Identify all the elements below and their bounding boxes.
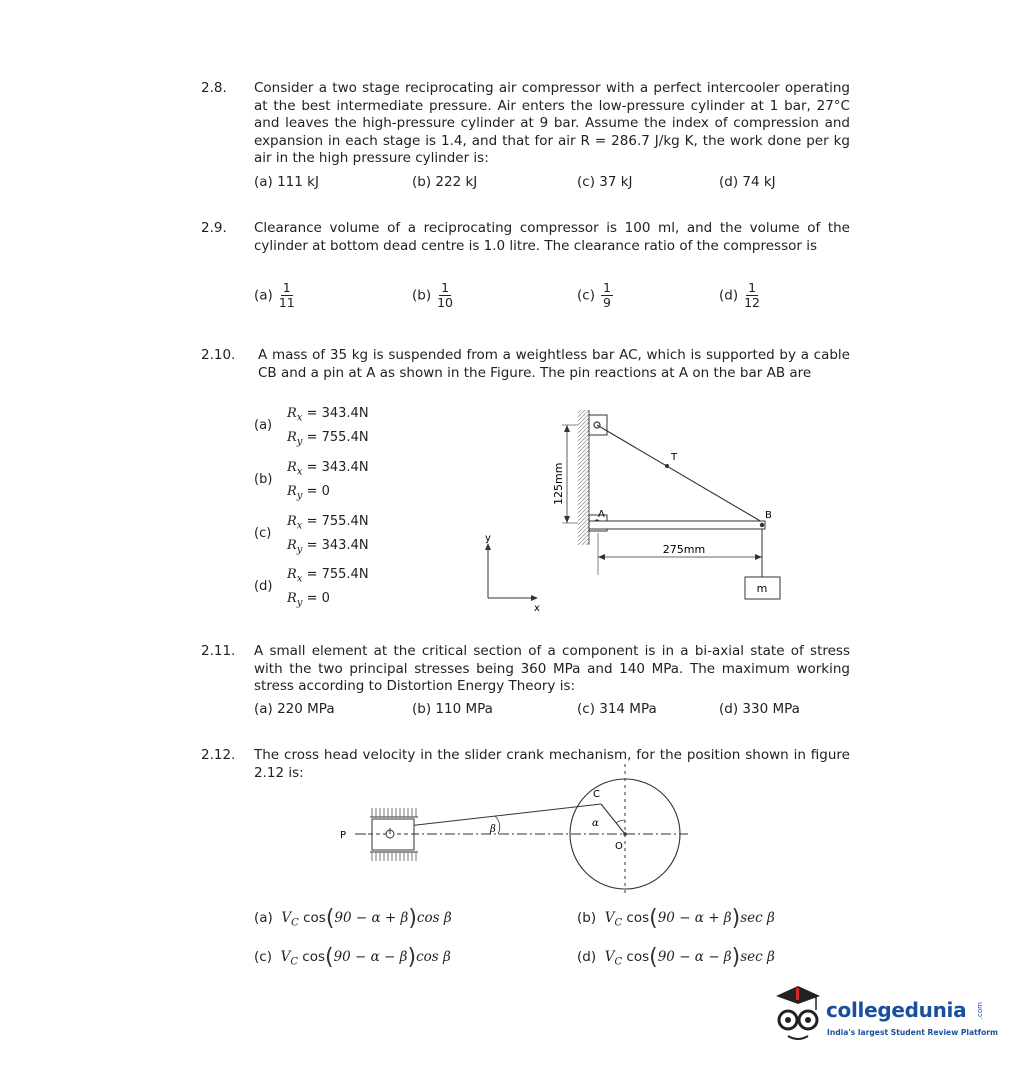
point-c-label: C [593, 789, 600, 800]
cable-cb [597, 425, 762, 522]
option-d: (d) 74 kJ [719, 174, 776, 190]
option-label: (b) [412, 287, 432, 304]
denominator: 10 [437, 295, 454, 310]
option-label: (a) [254, 287, 273, 304]
dimension-125mm: 125mm [552, 462, 565, 505]
logo-wordmark: collegedunia [826, 998, 967, 1022]
numerator: 1 [282, 280, 291, 295]
question-text: Clearance volume of a reciprocating compressor is 100 ml, and the volume of the cylinder at bottom dead centre is 1.0 litre. The clearance ratio of the compressor is [254, 220, 850, 254]
option-c: (c) 314 MPa [577, 701, 657, 717]
mass-label: m [756, 582, 768, 595]
numerator: 1 [748, 280, 757, 295]
option-b [412, 281, 453, 310]
question-number: 2.10. [201, 347, 236, 363]
axis-x-label: x [534, 603, 540, 614]
option-label: (b) [254, 472, 273, 487]
logo-mascot-icon [770, 982, 826, 1044]
option-a [254, 281, 295, 310]
rx-value: $R_x = 343.4N$ [287, 406, 369, 424]
option-label: (a) [254, 418, 273, 433]
option-label: (c) [254, 526, 272, 541]
crank-oc [601, 804, 625, 834]
guide-top [370, 808, 418, 817]
option-b: (b) 222 kJ [412, 174, 478, 190]
option-label: (c) [577, 287, 595, 304]
question-number: 2.9. [201, 220, 227, 236]
option-d: (d) 330 MPa [719, 701, 800, 717]
ry-value: $R_y = 755.4N$ [287, 430, 369, 448]
option-c: (c) 37 kJ [577, 174, 633, 190]
logo-tld: .com [976, 1002, 984, 1020]
option-a: (a) 111 kJ [254, 174, 319, 190]
option-c [577, 281, 613, 310]
denominator: 9 [602, 295, 611, 310]
numerator: 1 [602, 280, 611, 295]
rx-value: $R_x = 755.4N$ [287, 514, 369, 532]
option-c: (c) $V_C$ cos(90 − α − β)cos β [254, 945, 451, 970]
fraction [437, 281, 453, 310]
fraction [601, 281, 613, 310]
question-text: A mass of 35 kg is suspended from a weightless bar AC, which is supported by a cable CB and a pin at A as shown in the Figure. The pin reactions at A on the bar AB are [258, 347, 850, 381]
question-number: 2.8. [201, 80, 227, 96]
logo-tagline: India's largest Student Review Platform [827, 1028, 998, 1037]
guide-bottom [370, 852, 418, 861]
alpha-label: α [592, 818, 599, 829]
point-o-label: O [615, 841, 623, 852]
question-number: 2.11. [201, 643, 236, 659]
option-d: (d) $V_C$ cos(90 − α − β)sec β [577, 945, 775, 970]
point-p-label: P [340, 830, 347, 841]
ry-value: $R_y = 0$ [287, 484, 330, 502]
bar-ab [589, 521, 765, 529]
dimension-275mm: 275mm [662, 543, 706, 556]
question-text: The cross head velocity in the slider crank mechanism, for the position shown in figure 2.12 is: [254, 747, 850, 781]
option-a: (a) 220 MPa [254, 701, 335, 717]
denominator: 12 [744, 295, 761, 310]
option-b: (b) 110 MPa [412, 701, 493, 717]
beam-figure [470, 405, 800, 620]
collegedunia-logo[interactable] [770, 982, 1000, 1052]
ry-value: $R_y = 343.4N$ [287, 538, 369, 556]
option-label: (d) [254, 579, 273, 594]
question-text: Consider a two stage reciprocating air compressor with a perfect intercooler operating at the best intermediate pressure. Air enters the low-pressure cylinder at 1 bar, 27°C and leaves the high-pressure cylinder at 9 bar. Assume the index of compression and expansion in each stage is 1.4, and that for air R = 286.7 J/kg K, the work done per kg air in the high pressure cylinder is: [254, 80, 850, 167]
denominator: 11 [278, 295, 295, 310]
axis-y-label: y [485, 533, 491, 544]
option-d [719, 281, 760, 310]
coordinate-axes [485, 533, 540, 614]
rx-value: $R_x = 343.4N$ [287, 460, 369, 478]
fraction [279, 281, 295, 310]
numerator: 1 [441, 280, 450, 295]
point-b-label: B [765, 510, 772, 521]
slider-crank-figure [330, 762, 700, 897]
fraction [744, 281, 760, 310]
option-a: (a) $V_C$ cos(90 − α + β)cos β [254, 906, 452, 931]
point-a-label: A [598, 509, 605, 520]
rx-value: $R_x = 755.4N$ [287, 567, 369, 585]
wall [578, 410, 589, 545]
question-text: A small element at the critical section of a component is in a bi-axial state of stress with the two principal stresses being 360 MPa and 140 MPa. The maximum working stress according to Distortion Energy Theory is: [254, 643, 850, 695]
option-label: (d) [719, 287, 739, 304]
beta-label: β [490, 824, 496, 835]
ry-value: $R_y = 0$ [287, 591, 330, 609]
option-b: (b) $V_C$ cos(90 − α + β)sec β [577, 906, 775, 931]
point-t-label: T [671, 452, 678, 463]
question-number: 2.12. [201, 747, 236, 763]
